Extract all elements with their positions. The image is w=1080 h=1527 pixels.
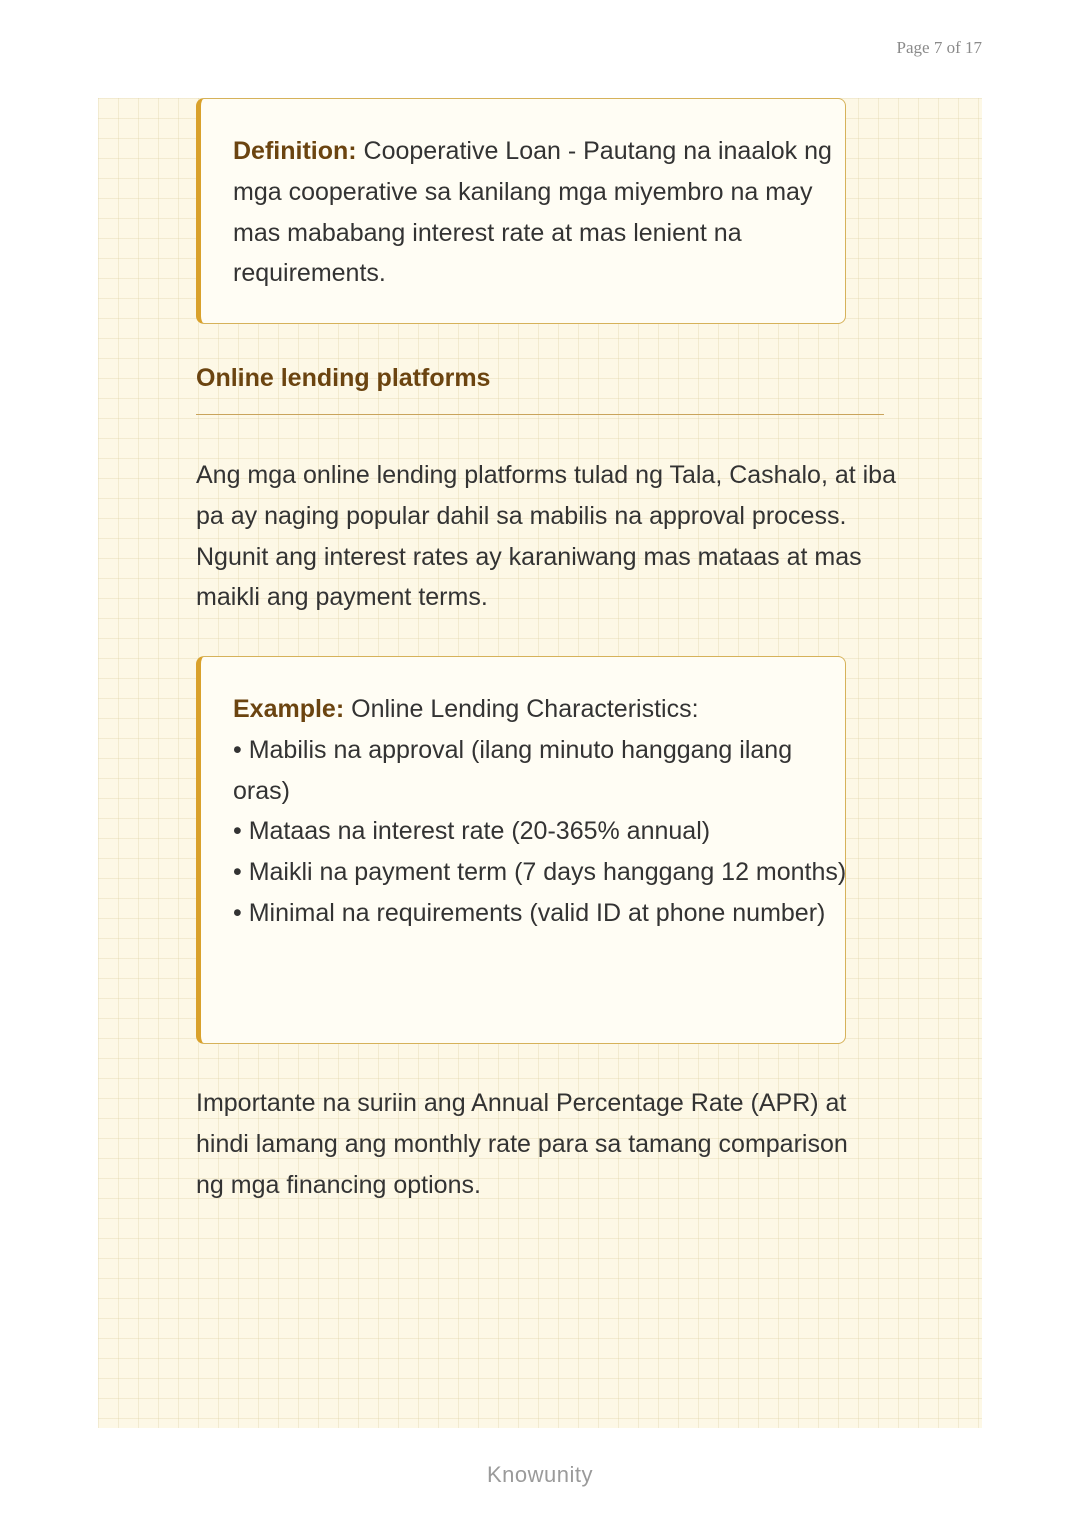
- list-item: • Maikli na payment term (7 days hanggang 12 months): [233, 858, 847, 887]
- page-number: Page 7 of 17: [896, 38, 982, 57]
- definition-callout: [196, 98, 846, 324]
- footer-brand: Knowunity: [486, 1462, 593, 1487]
- definition-text: Cooperative Loan - Pautang na inaalok ng mga cooperative sa kanilang mga miyembro na may mas mababang interest rate at mas lenient na requirements.: [233, 137, 832, 288]
- list-item: • Mabilis na approval (ilang minuto hanggang ilang oras): [233, 735, 793, 805]
- section-heading: Online lending platforms: [196, 364, 491, 392]
- closing-paragraph: Importante na suriin ang Annual Percentage Rate (APR) at hindi lamang ang monthly rate para sa tamang comparison ng mga financing options.: [196, 1089, 848, 1199]
- section-divider: [196, 414, 884, 415]
- grid-paper-area: [98, 98, 982, 1428]
- definition-label: Definition:: [233, 137, 357, 165]
- example-list: [233, 730, 845, 934]
- section-paragraph: Ang mga online lending platforms tulad ng Tala, Cashalo, at iba pa ay naging popular dahil sa mabilis na approval process. Ngunit ang interest rates ay karaniwang mas mataas at mas maikli ang payment terms.: [196, 461, 896, 612]
- list-item: • Mataas na interest rate (20-365% annual): [233, 817, 711, 846]
- example-callout: [196, 656, 846, 1044]
- example-intro: [233, 689, 845, 730]
- example-intro-text: Online Lending Characteristics:: [344, 695, 699, 723]
- example-label: Example:: [233, 695, 345, 723]
- list-item: • Minimal na requirements (valid ID at phone number): [233, 898, 826, 927]
